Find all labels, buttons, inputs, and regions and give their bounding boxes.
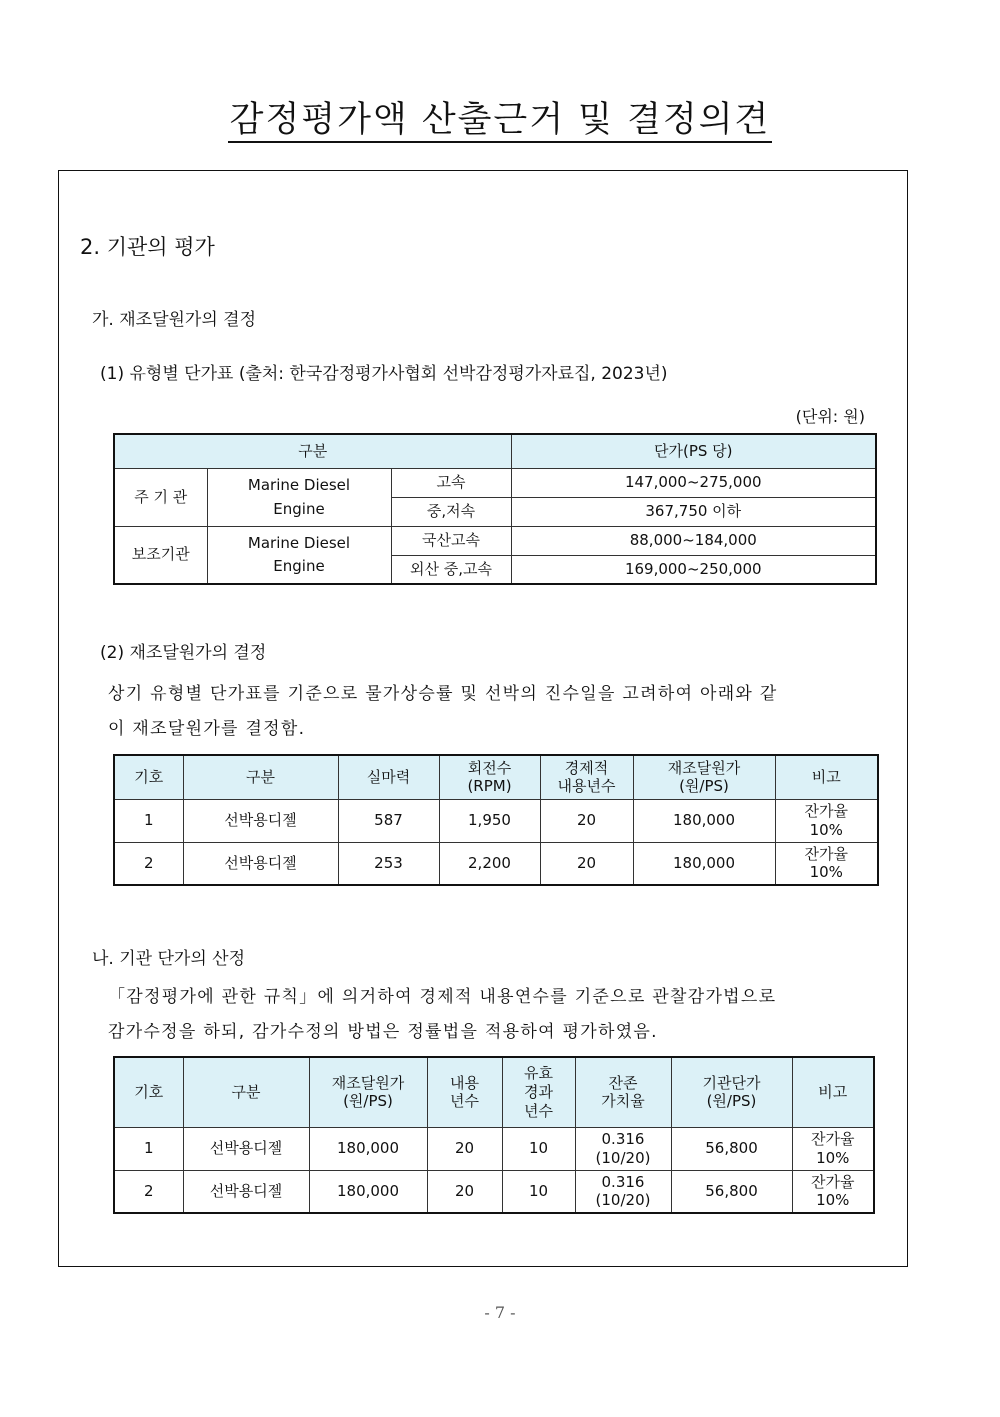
column-header [183, 1057, 309, 1127]
cell-line: 10 [528, 1181, 549, 1200]
engine-type-line: Marine Diesel [247, 533, 351, 552]
engine-type-line: Engine [273, 557, 325, 576]
cell-line: 10 [528, 1139, 549, 1158]
cell-line: (RPM) [467, 777, 512, 796]
table-cell [792, 1127, 874, 1170]
subsection-b-text-line: 「감정평가에 관한 규칙」에 의거하여 경제적 내용연수를 기준으로 관찰감가법으로 [108, 987, 777, 1007]
cell-line: 잔가율 [811, 1129, 855, 1148]
replacement-cost-table [113, 754, 879, 886]
cell-line: 180,000 [336, 1181, 400, 1200]
table-row [114, 842, 878, 885]
price-cell: 147,000~275,000 [511, 468, 876, 497]
cell-line: 선박용디젤 [224, 811, 297, 830]
cell-line: 20 [576, 853, 597, 872]
cell-line: 10% [809, 863, 843, 882]
table-cell [183, 1170, 309, 1213]
cell-line: 내용년수 [557, 777, 616, 796]
cell-line: 잔가율 [804, 844, 848, 863]
column-header [540, 755, 633, 799]
table-cell [540, 799, 633, 842]
table-cell [575, 1170, 671, 1213]
cell-line: (원/PS) [706, 1092, 757, 1111]
cell-line: 경과 [524, 1082, 553, 1101]
subsection-b-heading: 나. 기관 단가의 산정 [92, 949, 245, 969]
cell-line: 56,800 [705, 1139, 758, 1158]
cell-line: 180,000 [672, 811, 736, 830]
cell-line: (원/PS) [679, 777, 729, 796]
column-header [502, 1057, 575, 1127]
cell-line: 180,000 [672, 853, 736, 872]
cell-line: 내용 [450, 1073, 479, 1092]
table-cell [338, 842, 439, 885]
table-cell [633, 799, 775, 842]
cell-line: 년수 [450, 1092, 479, 1111]
cell-line: 0.316 [601, 1172, 645, 1191]
cell-line: 가치율 [601, 1092, 645, 1111]
group-name: 보조기관 [114, 526, 207, 584]
table-cell [792, 1170, 874, 1213]
cell-line: 20 [576, 811, 597, 830]
cell-line: 20 [454, 1181, 475, 1200]
engine-unit-price-table [113, 1056, 875, 1214]
engine-type [207, 468, 391, 526]
cell-line: (10/20) [595, 1148, 651, 1167]
column-header [575, 1057, 671, 1127]
table-cell [502, 1127, 575, 1170]
cell-line: 10% [809, 820, 843, 839]
table-cell [439, 799, 540, 842]
cell-line: 10% [816, 1148, 850, 1167]
column-header [775, 755, 878, 799]
table-cell [540, 842, 633, 885]
cell-line: (10/20) [595, 1191, 651, 1210]
cell-line: 잔가율 [811, 1172, 855, 1191]
cell-line: 0.316 [601, 1129, 645, 1148]
table-cell [114, 799, 183, 842]
cell-line: 2,200 [468, 853, 511, 872]
cell-line: 253 [374, 853, 403, 872]
cell-line: 구분 [246, 767, 275, 786]
section-heading: 2. 기관의 평가 [80, 235, 215, 259]
cell-line: 180,000 [336, 1139, 400, 1158]
cell-line: 잔존 [608, 1073, 638, 1092]
cell-line: 2 [143, 1181, 154, 1200]
unit-label: (단위: 원) [795, 407, 865, 426]
table-cell [439, 842, 540, 885]
table-cell [427, 1170, 502, 1213]
column-header [338, 755, 439, 799]
cell-line: 유효 [524, 1064, 553, 1083]
speed-cell: 고속 [391, 468, 511, 497]
engine-type [207, 526, 391, 584]
column-header [309, 1057, 427, 1127]
cell-line: 잔가율 [804, 801, 848, 820]
table-cell [183, 799, 338, 842]
page-title-wrap [0, 92, 1000, 142]
cell-line: 1 [143, 1139, 154, 1158]
subsection-a-heading: 가. 재조달원가의 결정 [92, 310, 257, 330]
cell-line: 2 [143, 853, 154, 872]
cell-line: (원/PS) [343, 1092, 393, 1111]
table-cell [309, 1170, 427, 1213]
cell-line: 10% [816, 1191, 850, 1210]
cell-line: 선박용디젤 [224, 853, 297, 872]
page-title: 감정평가액 산출근거 및 결정의견 [228, 100, 773, 143]
cell-line: 비고 [811, 767, 841, 786]
table-cell [671, 1170, 792, 1213]
table-cell [775, 842, 878, 885]
table-cell [775, 799, 878, 842]
column-header [792, 1057, 874, 1127]
cell-line: 기관단가 [702, 1073, 761, 1092]
cell-line: 1,950 [468, 811, 511, 830]
cell-line: 회전수 [467, 758, 512, 777]
speed-cell: 국산고속 [391, 526, 511, 555]
part1-heading: (1) 유형별 단가표 (출처: 한국감정평가사협회 선박감정평가자료집, 2023년) [100, 364, 668, 384]
table-cell [114, 1170, 183, 1213]
cell-line: 비고 [818, 1082, 848, 1101]
cell-line: 기호 [134, 767, 164, 786]
table-cell [114, 842, 183, 885]
column-header [114, 1057, 183, 1127]
speed-cell: 중,저속 [391, 497, 511, 526]
table-cell [671, 1127, 792, 1170]
column-header [427, 1057, 502, 1127]
cell-line: 재조달원가 [331, 1073, 405, 1092]
group-name: 주 기 관 [114, 468, 207, 526]
table-cell [427, 1127, 502, 1170]
subsection-b-text-line: 감가수정을 하되, 감가수정의 방법은 정률법을 적용하여 평가하였음. [108, 1022, 658, 1042]
column-header [439, 755, 540, 799]
cell-line: 587 [374, 811, 403, 830]
page-number: - 7 - [484, 1303, 516, 1322]
cell-line: 1 [143, 811, 154, 830]
cell-line: 재조달원가 [667, 758, 741, 777]
column-header [633, 755, 775, 799]
table-cell [575, 1127, 671, 1170]
engine-type-line: Engine [273, 499, 325, 518]
part2-text-line: 상기 유형별 단가표를 기준으로 물가상승률 및 선박의 진수일을 고려하여 아래와 같 [108, 684, 778, 704]
table-cell [633, 842, 775, 885]
cell-line: 기호 [134, 1082, 164, 1101]
table-cell [183, 842, 338, 885]
table-row [114, 799, 878, 842]
part2-text-line: 이 재조달원가를 결정함. [108, 719, 306, 739]
cell-line: 선박용디젤 [209, 1139, 283, 1158]
price-cell: 169,000~250,000 [511, 555, 876, 584]
header-price: 단가(PS 당) [511, 434, 876, 468]
cell-line: 20 [454, 1139, 475, 1158]
cell-line: 년수 [524, 1101, 553, 1120]
cell-line: 56,800 [705, 1181, 758, 1200]
table-row [114, 1127, 874, 1170]
column-header [114, 755, 183, 799]
cell-line: 선박용디젤 [209, 1181, 283, 1200]
cell-line: 실마력 [366, 767, 411, 786]
part2-heading: (2) 재조달원가의 결정 [100, 643, 267, 663]
column-header [183, 755, 338, 799]
cell-line: 경제적 [564, 758, 609, 777]
table-cell [502, 1170, 575, 1213]
unit-price-table [113, 433, 877, 585]
cell-line: 구분 [231, 1082, 261, 1101]
table-cell [309, 1127, 427, 1170]
price-cell: 367,750 이하 [511, 497, 876, 526]
table-cell [183, 1127, 309, 1170]
speed-cell: 외산 중,고속 [391, 555, 511, 584]
table-cell [338, 799, 439, 842]
header-category: 구분 [114, 434, 511, 468]
table-row [114, 1170, 874, 1213]
price-cell: 88,000~184,000 [511, 526, 876, 555]
table-cell [114, 1127, 183, 1170]
column-header [671, 1057, 792, 1127]
engine-type-line: Marine Diesel [247, 475, 351, 494]
